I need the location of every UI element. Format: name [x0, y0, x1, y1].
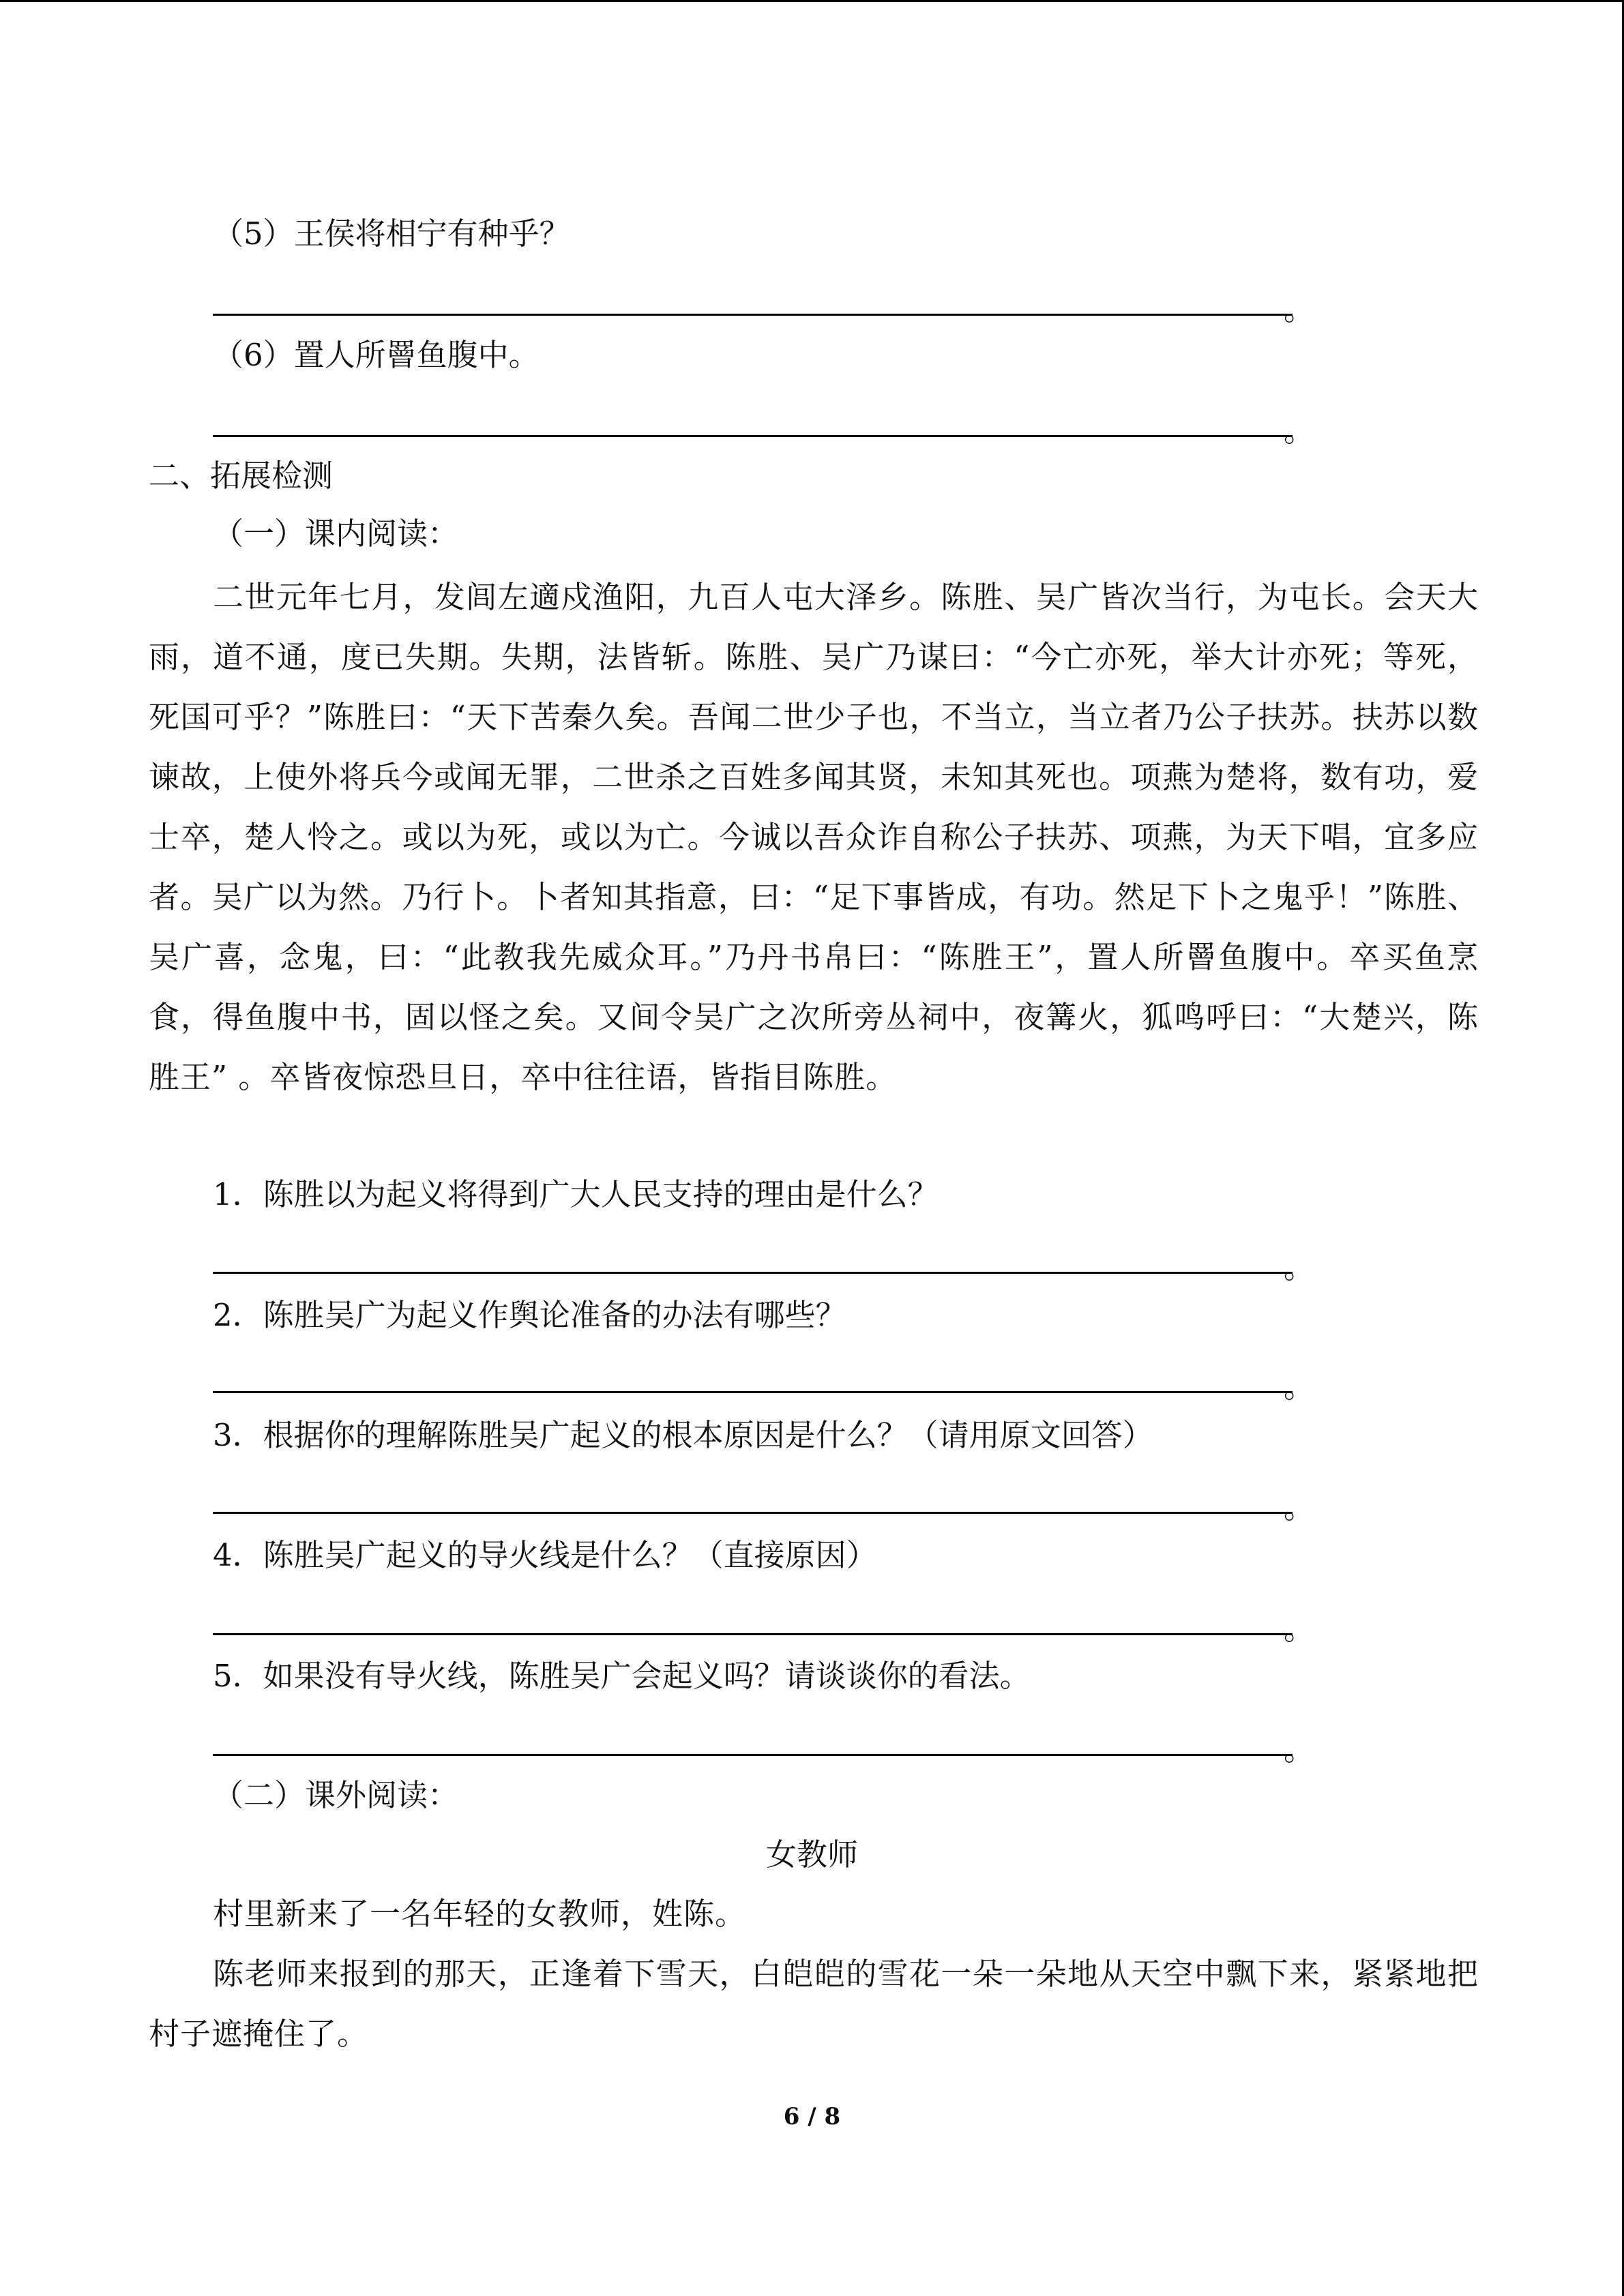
- story: [149, 1884, 1479, 2064]
- answer-period: 。: [1283, 1731, 1314, 1768]
- answer-line-q2[interactable]: [213, 1364, 1314, 1405]
- story-paragraph: 陈老师来报到的那天，正逢着下雪天，白皑皑的雪花一朵一朵地从天空中飘下来，紧紧地把村子遮掩住了。: [149, 1956, 1479, 2052]
- answer-period: 。: [1283, 1611, 1314, 1647]
- answer-period: 。: [1283, 291, 1314, 327]
- story-title: 女教师: [765, 1836, 858, 1873]
- question-4: 4．陈胜吴广起义的导火线是什么？（直接原因）: [213, 1537, 877, 1573]
- story-paragraph: 村里新来了一名年轻的女教师，姓陈。: [213, 1896, 747, 1932]
- section-heading: 二、拓展检测: [149, 458, 334, 494]
- answer-line-item-5[interactable]: [213, 286, 1314, 327]
- passage-text: 二世元年七月，发闾左適戍渔阳，九百人屯大泽乡。陈胜、吴广皆次当行，为屯长。会天大雨，道不通，度已失期。失期，法皆斩。陈胜、吴广乃谋曰：“今亡亦死，举大计亦死；等死，死国可乎？”陈胜曰：“天下苦秦久矣。吾闻二世少子也，不当立，当立者乃公子扶苏。扶苏以数谏故，上使外将兵今或闻无罪，二世杀之百姓多闻其贤，未知其死也。项燕为楚将，数有功，爱士卒，楚人怜之。或以为死，或以为亡。今诚以吾众诈自称公子扶苏、项燕，为天下唱，宜多应者。吴广以为然。乃行卜。卜者知其指意，曰：“足下事皆成，有功。然足下卜之鬼乎！”陈胜、吴广喜，念鬼，曰：“此教我先威众耳。”乃丹书帛曰：“陈胜王”，置人所罾鱼腹中。卒买鱼烹食，得鱼腹中书，固以怪之矣。又间令吴广之次所旁丛祠中，夜篝火，狐鸣呼曰：“大楚兴，陈胜王” 。卒皆夜惊恐旦日，卒中往往语，皆指目陈胜。: [149, 579, 1479, 1095]
- answer-period: 。: [1283, 1489, 1314, 1525]
- part-heading-extracurricular: （二）课外阅读：: [213, 1777, 459, 1813]
- part-heading-in-class: （一）课内阅读：: [213, 516, 459, 552]
- answer-line-q5[interactable]: [213, 1727, 1314, 1768]
- passage: [149, 567, 1479, 1107]
- question-3: 3．根据你的理解陈胜吴广起义的根本原因是什么？（请用原文回答）: [213, 1417, 1153, 1453]
- question-1: 1．陈胜以为起义将得到广大人民支持的理由是什么？: [213, 1176, 939, 1212]
- answer-line-q3[interactable]: [213, 1485, 1314, 1525]
- item-6: （6）置人所罾鱼腹中。: [213, 337, 540, 373]
- item-5: （5）王侯将相宁有种乎？: [213, 215, 570, 252]
- question-2: 2．陈胜吴广为起义作舆论准备的办法有哪些？: [213, 1297, 846, 1333]
- answer-period: 。: [1283, 1369, 1314, 1405]
- answer-period: 。: [1283, 413, 1314, 449]
- answer-line-item-6[interactable]: [213, 408, 1314, 449]
- answer-line-q4[interactable]: [213, 1606, 1314, 1647]
- question-5: 5．如果没有导火线，陈胜吴广会起义吗？请谈谈你的看法。: [213, 1658, 1031, 1694]
- page-border-top: [0, 0, 1624, 2]
- answer-period: 。: [1283, 1249, 1314, 1285]
- page-number: 6 / 8: [783, 2103, 841, 2130]
- answer-line-q1[interactable]: [213, 1244, 1314, 1285]
